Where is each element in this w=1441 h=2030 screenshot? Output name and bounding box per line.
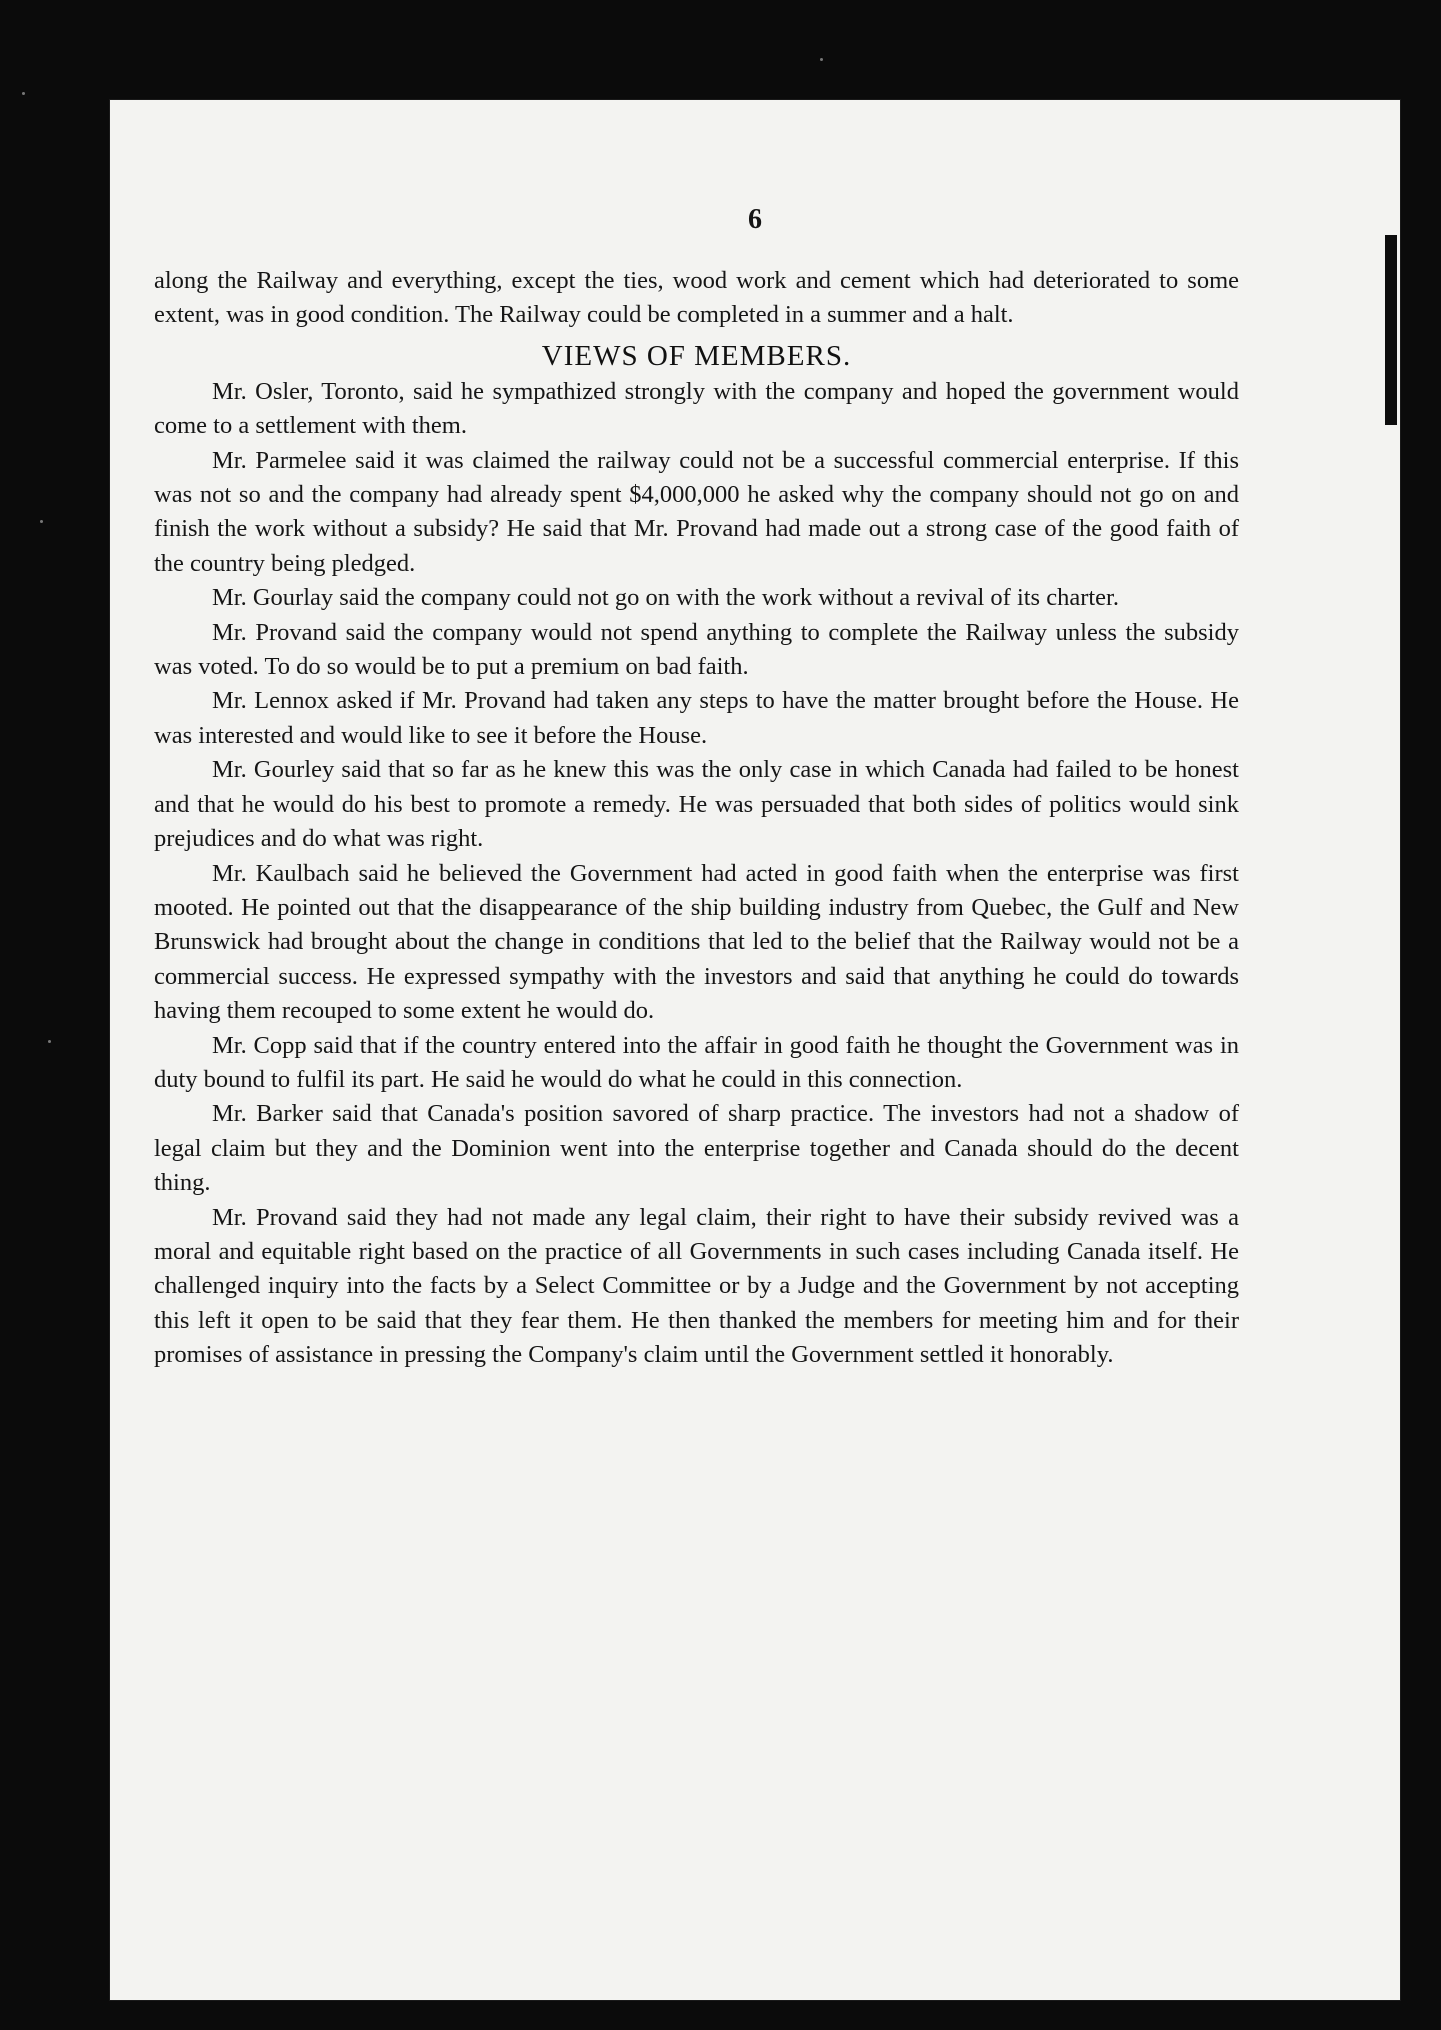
opening-paragraph: along the Railway and everything, except the ties, wood work and cement which had deteriorated to some extent, was in good condition. The Railway could be completed in a summer and a halt.	[154, 267, 1239, 329]
section-heading: VIEWS OF MEMBERS.	[541, 339, 852, 372]
paragraph: Mr. Kaulbach said he believed the Government had acted in good faith when the enterprise was first mooted. He pointed out that the disappearance of the ship building industry from Quebec, the Gulf and New Brunswick had brought about the change in conditions that led to the belief that the Railway would not be a commercial success. He expressed sympathy with the investors and said that anything he could do towards having them recouped to some extent he would do.	[154, 859, 1239, 1025]
scan-speck	[22, 92, 25, 95]
paragraph: Mr. Barker said that Canada's position savored of sharp practice. The investors had not a shadow of legal claim but they and the Dominion went into the enterprise together and Canada should do the decent thing.	[154, 1100, 1239, 1197]
document-body	[154, 264, 1239, 1373]
paragraph: Mr. Gourley said that so far as he knew this was the only case in which Canada had failed to be honest and that he would do his best to promote a remedy. He was persuaded that both sides of politics would sink prejudices and do what was right.	[154, 756, 1239, 853]
document-page	[110, 100, 1400, 2000]
paragraph: Mr. Provand said the company would not spend anything to complete the Railway unless the subsidy was voted. To do so would be to put a premium on bad faith.	[154, 618, 1239, 681]
paragraph: Mr. Lennox asked if Mr. Provand had taken any steps to have the matter brought before the House. He was interested and would like to see it before the House.	[154, 687, 1239, 749]
page-edge-shadow	[1385, 235, 1397, 425]
scan-speck	[48, 1040, 51, 1043]
paragraph: Mr. Osler, Toronto, said he sympathized strongly with the company and hoped the government would come to a settlement with them.	[154, 377, 1239, 440]
paragraph: Mr. Parmelee said it was claimed the railway could not be a successful commercial enterprise. If this was not so and the company had already spent $4,000,000 he asked why the company should not go on and finish the work without a subsidy? He said that Mr. Provand had made out a strong case of the good faith of the country being pledged.	[154, 446, 1239, 577]
paragraph: Mr. Provand said they had not made any legal claim, their right to have their subsidy revived was a moral and equitable right based on the practice of all Governments in such cases including Canada itself. He challenged inquiry into the facts by a Select Committee or by a Judge and the Government by not accepting this left it open to be said that they fear them. He then thanked the members for meeting him and for their promises of assistance in pressing the Company's claim until the Government settled it honorably.	[154, 1203, 1239, 1369]
scan-speck	[820, 58, 823, 61]
paragraph: Mr. Gourlay said the company could not go on with the work without a revival of its charter.	[212, 584, 1119, 612]
paragraph: Mr. Copp said that if the country entered into the affair in good faith he thought the Government was in duty bound to fulfil its part. He said he would do what he could in this connection.	[154, 1031, 1239, 1093]
scan-speck	[40, 520, 43, 523]
page-number: 6	[748, 204, 762, 235]
